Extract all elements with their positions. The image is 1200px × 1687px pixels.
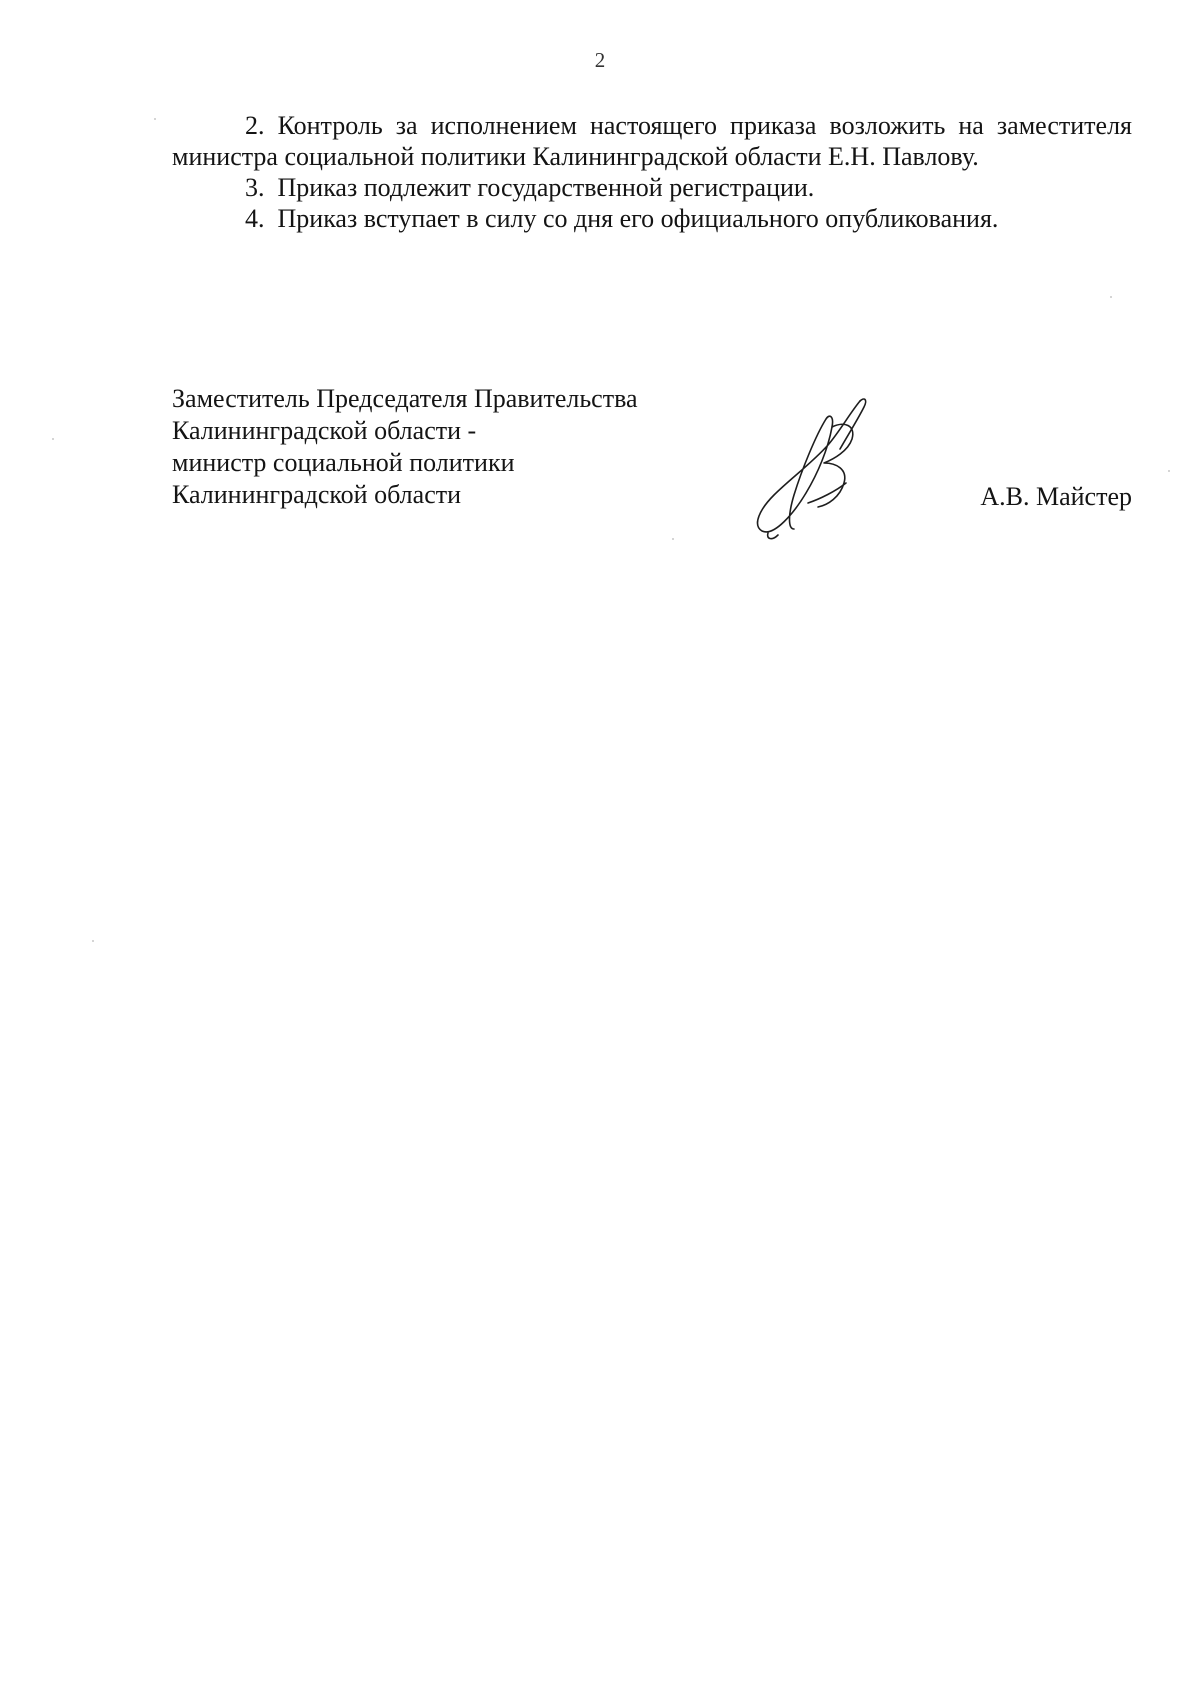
- position-line: министр социальной политики: [172, 448, 515, 477]
- clause-number: 2.: [245, 111, 265, 140]
- signatory-position: [172, 383, 772, 511]
- signatory-name: А.В. Майстер: [980, 482, 1132, 511]
- position-line: Калининградской области: [172, 480, 462, 509]
- clause-number: 3.: [245, 173, 265, 202]
- handwritten-signature: [732, 383, 902, 548]
- order-clause: [172, 172, 1132, 203]
- clause-text: Приказ вступает в силу со дня его официального опубликования.: [277, 204, 999, 233]
- clause-text: Контроль за исполнением настоящего приказа возложить на заместителя министра социальной политики Калининградской области Е.Н. Павлову.: [172, 111, 1132, 171]
- order-clause: [172, 110, 1132, 172]
- clause-text: Приказ подлежит государственной регистрации.: [277, 173, 815, 202]
- clause-number: 4.: [245, 204, 265, 233]
- order-clause: [172, 203, 1132, 234]
- scan-speck: [672, 538, 674, 540]
- position-line: Заместитель Председателя Правительства: [172, 384, 638, 413]
- scan-speck: [52, 438, 54, 440]
- order-body: [172, 110, 1132, 234]
- scan-speck: [1110, 296, 1112, 298]
- position-line: Калининградской области -: [172, 416, 477, 445]
- scan-speck: [1168, 470, 1170, 472]
- page-number: 2: [594, 48, 606, 72]
- scan-speck: [154, 118, 156, 120]
- signature-block: [172, 383, 1132, 553]
- scan-speck: [92, 940, 94, 942]
